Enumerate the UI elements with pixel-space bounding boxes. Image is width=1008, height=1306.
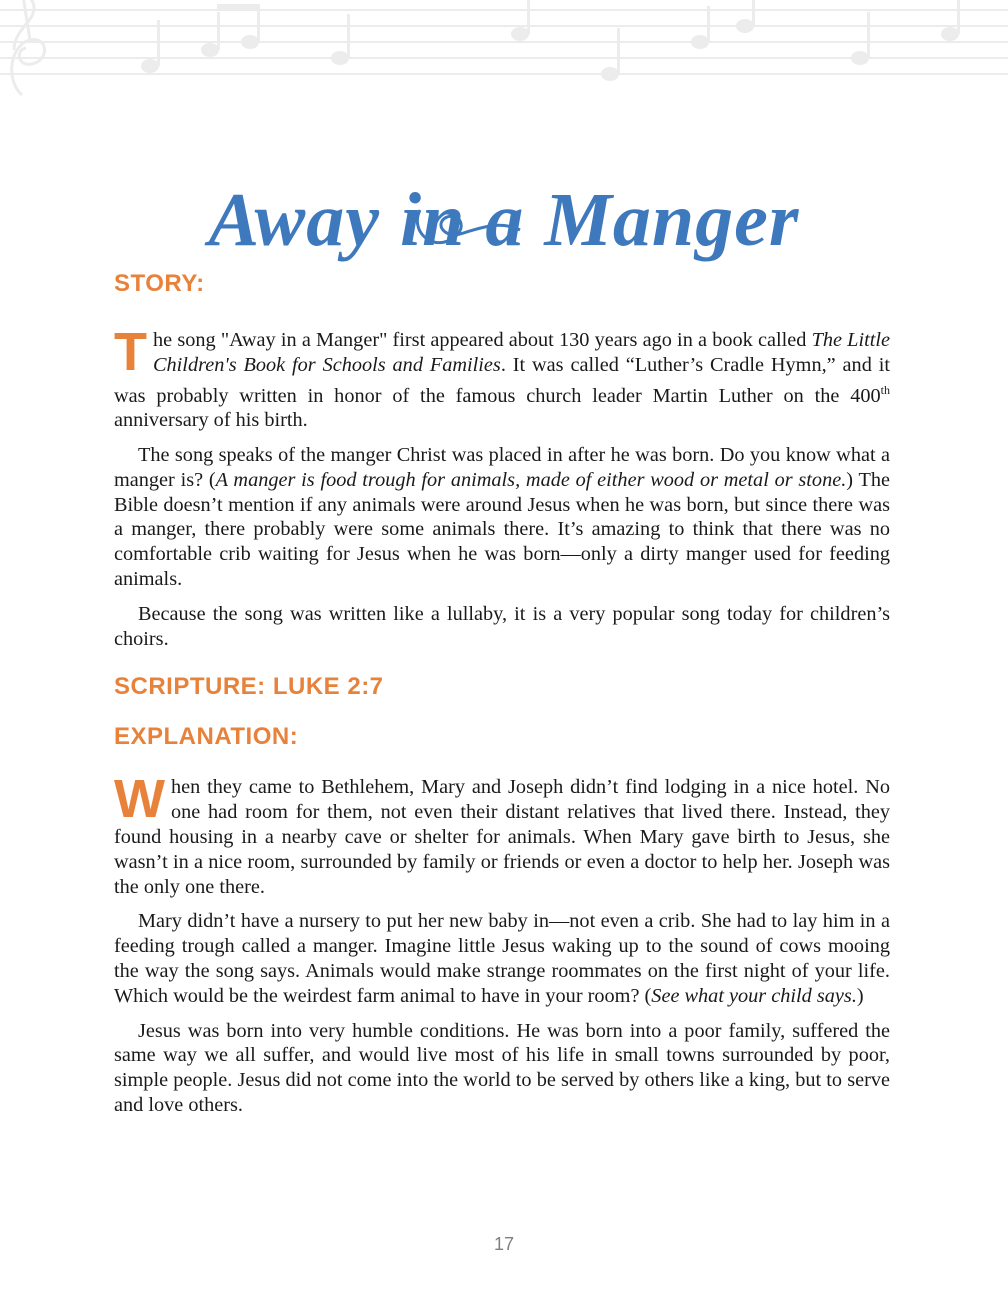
story-paragraph-3: Because the song was written like a lullaby, it is a very popular song today for children’s choirs. — [114, 602, 890, 650]
story-paragraph-2 — [114, 443, 890, 592]
page-number: 17 — [493, 1234, 515, 1254]
explanation-dropcap: W — [114, 769, 165, 830]
music-staff-decoration — [0, 0, 1008, 110]
story-heading: STORY: — [114, 270, 205, 297]
title-flourish-icon — [400, 190, 540, 260]
explanation-heading: EXPLANATION: — [114, 723, 299, 751]
ordinal-superscript: th — [880, 382, 890, 397]
explanation-p2-italic: See what your child says. — [651, 984, 857, 1007]
explanation-paragraph-2 — [114, 909, 890, 1008]
story-p2-text-b: ) The Bible doesn’t mention if any animals were around Jesus when he was born, but since there was a manger, there probably were some animals there. It’s amazing to think that there was no comfortable crib waiting for Jesus when he was born—only a dirty manger used for feeding animals. — [114, 468, 890, 590]
story-p1-text-b: . It was called “Luther’s Cradle Hymn,” and it was probably written in honor of the famous church leader Martin Luther on the 400 — [114, 353, 890, 407]
story-dropcap: T — [114, 322, 147, 382]
page-title: Away in a Manger — [208, 177, 800, 262]
scripture-heading: SCRIPTURE: LUKE 2:7 — [114, 673, 384, 701]
explanation-p2-text-b: ) — [856, 984, 864, 1007]
explanation-paragraph-3: Jesus was born into very humble conditions. He was born into a poor family, suffered the same way we all suffer, and would live most of his life in small towns surrounded by poor, simple people. Jesus did not come into the world to be served by others like a king, but to serve and love others. — [114, 1019, 890, 1116]
story-p2-text-a: The song speaks of the manger Christ was placed in after he was born. Do you know what a manger is? ( — [114, 443, 890, 491]
main-content — [114, 262, 890, 1118]
explanation-paragraph-1 — [114, 769, 890, 899]
explanation-p2-text-a: Mary didn’t have a nursery to put her new baby in—not even a crib. She had to lay him in a feeding trough called a manger. Imagine little Jesus waking up to the sound of cows mooing the way the song says. Animals would make strange roommates on the first night of your life. Which would be the weirdest farm animal to have in your room? ( — [114, 910, 890, 1007]
story-p2-italic: A manger is food trough for animals, made of either wood or metal or stone. — [215, 468, 847, 491]
explanation-p1-text: hen they came to Bethlehem, Mary and Joseph didn’t find lodging in a nice hotel. No one had room for them, not even their distant relatives that lived there. Instead, they found housing in a nearby cave or shelter for animals. When Mary gave birth to Jesus, she wasn’t in a nice room, surrounded by family or friends or even a doctor to help her. Joseph was the only one there. — [114, 776, 890, 898]
story-p1-text-a: he song "Away in a Manger" first appeared about 130 years ago in a book called — [153, 329, 812, 351]
story-p1-text-c: anniversary of his birth. — [114, 409, 308, 432]
book-title: The Little Children's Book for Schools and Families — [153, 329, 890, 376]
story-paragraph-1 — [114, 322, 890, 433]
